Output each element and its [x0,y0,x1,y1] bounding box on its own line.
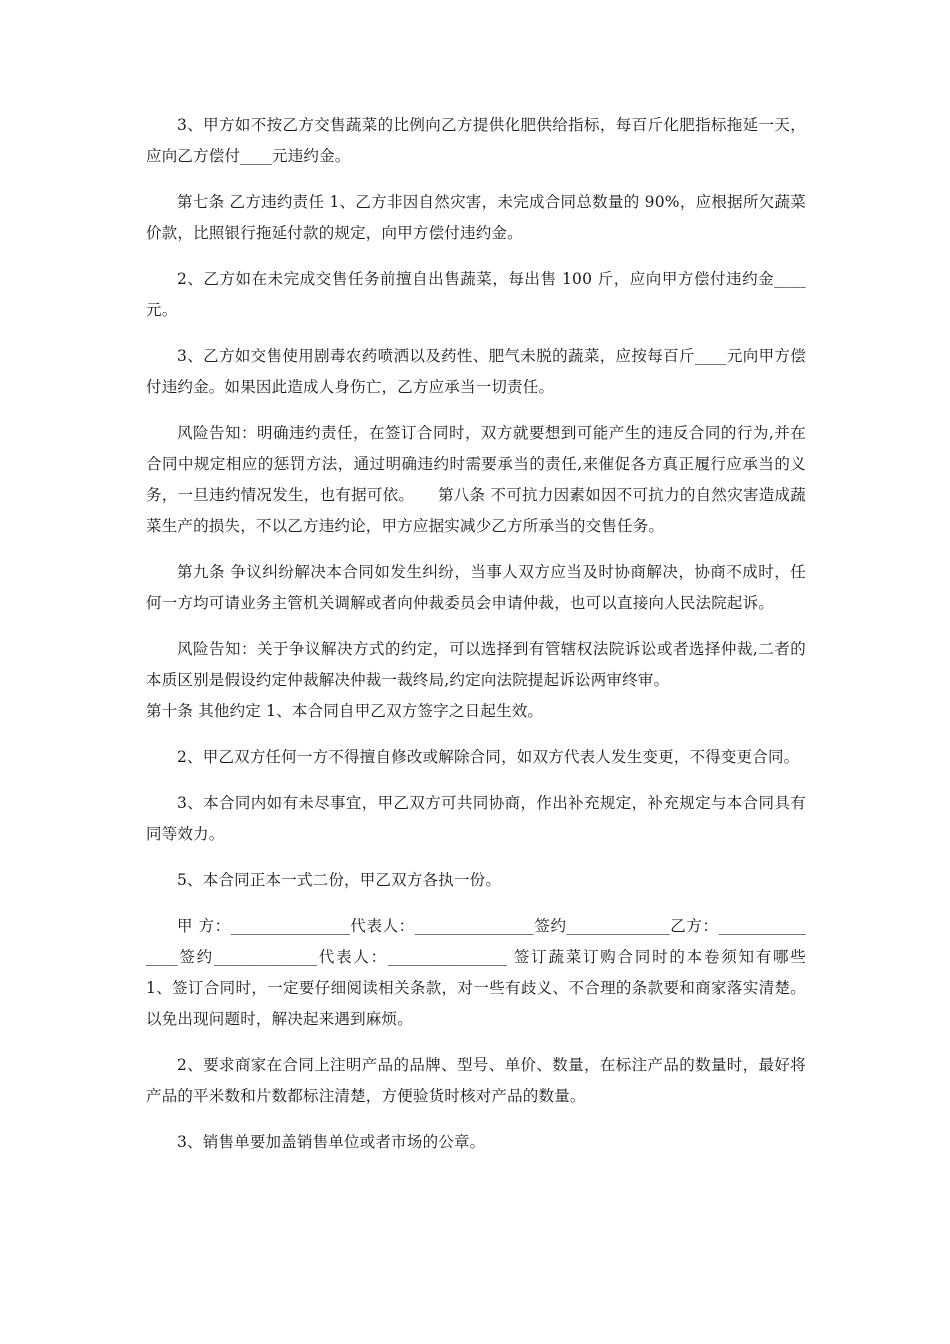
clause-7-item-2: 2、乙方如在未完成交售任务前擅自出售蔬菜，每出售 100 斤，应向甲方偿付违约金____元。 [146,270,806,319]
signature-block-and-notes-item-1: 甲 方：_______________代表人：_______________签约_____________乙方：_______________签约_____________代表人：_______________ 签订蔬菜订购合同时的本卷须知有哪些 1、签订合同时，一定要仔细阅读相关条款，对一些有歧义、不合理的条款要和商家落实清楚。以免出现问题时，解决起来遇到麻烦。 [146,917,838,1028]
clause-7-item-3: 3、乙方如交售使用剧毒农药喷洒以及药性、肥气未脱的蔬菜，应按每百斤____元向甲方偿付违约金。如果因此造成人身伤亡，乙方应承当一切责任。 [146,347,806,396]
notes-item-3: 3、销售单要加盖销售单位或者市场的公章。 [177,1133,486,1151]
notes-item-2: 2、要求商家在合同上注明产品的品牌、型号、单价、数量，在标注产品的数量时，最好将产品的平米数和片数都标注清楚，方便验货时核对产品的数量。 [146,1056,806,1105]
risk-notice-dispute: 风险告知：关于争议解决方式的约定，可以选择到有管辖权法院诉讼或者选择仲裁,二者的本质区别是假设约定仲裁解决仲裁一裁终局,约定向法院提起诉讼两审终审。 [146,640,806,689]
document-page [146,110,838,1173]
risk-notice-breach-and-clause-8: 风险告知：明确违约责任，在签订合同时，双方就要想到可能产生的违反合同的行为,并在合同中规定相应的惩罚方法，通过明确违约时需要承当的责任,来催促各方真正履行应承当的义务，一旦违约情况发生，也有据可依。 第八条 不可抗力因素如因不可抗力的自然灾害造成蔬菜生产的损失，不以乙方违约论，甲方应据实减少乙方所承当的交售任务。 [146,424,806,535]
clause-9-dispute-resolution: 第九条 争议纠纷解决本合同如发生纠纷，当事人双方应当及时协商解决，协商不成时，任何一方均可请业务主管机关调解或者向仲裁委员会申请仲裁，也可以直接向人民法院起诉。 [146,563,806,612]
clause-10-item-3: 3、本合同内如有未尽事宜，甲乙双方可共同协商，作出补充规定，补充规定与本合同具有同等效力。 [146,794,806,843]
clause-10-item-2: 2、甲乙双方任何一方不得擅自修改或解除合同，如双方代表人发生变更，不得变更合同。 [177,748,800,766]
clause-7-item-1: 第七条 乙方违约责任 1、乙方非因自然灾害，未完成合同总数量的 90%，应根据所欠蔬菜价款，比照银行拖延付款的规定，向甲方偿付违约金。 [146,193,806,242]
clause-10-item-1: 第十条 其他约定 1、本合同自甲乙双方签字之日起生效。 [146,702,544,720]
clause-6-item-3: 3、甲方如不按乙方交售蔬菜的比例向乙方提供化肥供给指标，每百斤化肥指标拖延一天，应向乙方偿付____元违约金。 [146,116,806,165]
clause-10-item-5: 5、本合同正本一式二份，甲乙双方各执一份。 [177,871,502,889]
